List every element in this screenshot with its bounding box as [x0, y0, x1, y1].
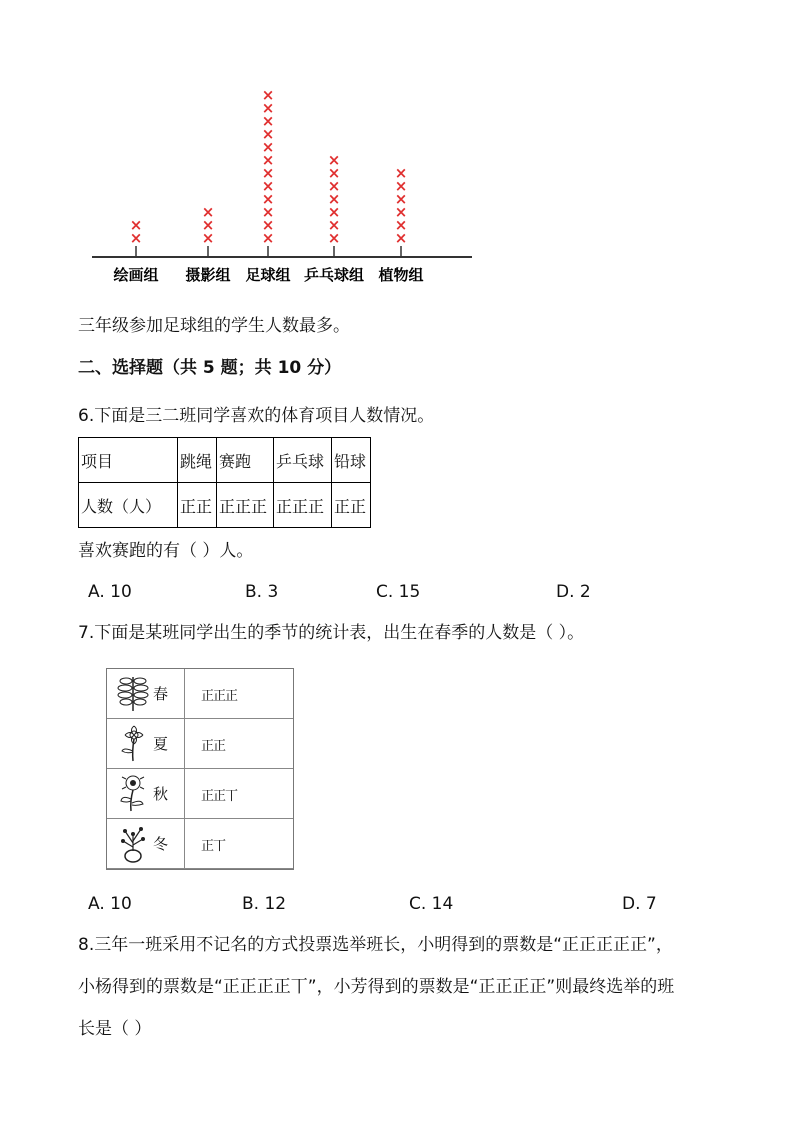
chart-mark: × — [261, 99, 275, 117]
chart-mark: × — [394, 229, 408, 247]
chart-mark: × — [394, 177, 408, 195]
autumn-flower-icon — [117, 773, 149, 817]
q6-text: 6.下面是三二班同学喜欢的体育项目人数情况。 — [78, 406, 435, 426]
chart-mark: × — [261, 190, 275, 208]
table-header-cell: 项目 — [79, 438, 178, 483]
table-row — [79, 483, 371, 528]
chart-mark: × — [327, 151, 341, 169]
table-row — [107, 669, 293, 719]
chart-mark: × — [327, 164, 341, 182]
chart-mark: × — [201, 229, 215, 247]
table-row — [107, 819, 293, 869]
table-row-label: 人数（人） — [79, 483, 178, 528]
chart-mark: × — [261, 138, 275, 156]
chart-mark: × — [129, 229, 143, 247]
q6-option-c[interactable]: C. 15 — [376, 582, 421, 602]
q6-option-b[interactable]: B. 3 — [245, 582, 279, 602]
chart-mark: × — [261, 112, 275, 130]
chart-category-label: 足球组 — [245, 266, 291, 284]
table-row — [107, 769, 293, 819]
chart-mark: × — [327, 203, 341, 221]
chart-mark: × — [394, 216, 408, 234]
chart-mark: × — [394, 190, 408, 208]
q7-text: 7.下面是某班同学出生的季节的统计表，出生在春季的人数是（ ）。 — [78, 623, 585, 643]
table-header-cell: 乒乓球 — [274, 438, 332, 483]
chart-mark: × — [261, 86, 275, 104]
sports-tally-table — [78, 437, 371, 528]
chart-mark: × — [394, 164, 408, 182]
section-title: 二、选择题（共 5 题；共 10 分） — [78, 358, 342, 378]
q8-line-2: 小杨得到的票数是“正正正正丅”，小芳得到的票数是“正正正正”则最终选举的班 — [78, 977, 675, 997]
season-tally: 正正正 — [201, 689, 238, 704]
chart-mark: × — [201, 216, 215, 234]
chart-mark: × — [261, 203, 275, 221]
season-tally: 正正 — [201, 739, 226, 754]
season-tally: 正正丅 — [201, 789, 238, 804]
winter-plant-icon — [117, 823, 149, 867]
chart-mark: × — [261, 216, 275, 234]
chart-mark: × — [261, 164, 275, 182]
table-cell: 正正正 — [274, 483, 332, 528]
summer-flower-icon — [117, 723, 149, 767]
q7-option-d[interactable]: D. 7 — [622, 894, 657, 914]
season-tally-table — [106, 668, 294, 870]
q7-option-c[interactable]: C. 14 — [409, 894, 454, 914]
tally-chart — [80, 80, 480, 290]
season-label: 冬 — [153, 835, 169, 853]
chart-mark: × — [327, 216, 341, 234]
season-label: 春 — [153, 685, 169, 703]
spring-flower-icon — [117, 673, 149, 717]
season-tally: 正丅 — [201, 839, 226, 854]
q6-option-a[interactable]: A. 10 — [88, 582, 132, 602]
table-cell: 正正 — [178, 483, 217, 528]
table-row — [79, 438, 371, 483]
table-cell: 正正正 — [217, 483, 274, 528]
table-row — [107, 719, 293, 769]
chart-mark: × — [327, 229, 341, 247]
chart-mark: × — [129, 216, 143, 234]
table-header-cell: 跳绳 — [178, 438, 217, 483]
q6-question: 喜欢赛跑的有（ ）人。 — [78, 541, 254, 561]
q7-option-a[interactable]: A. 10 — [88, 894, 132, 914]
chart-mark: × — [327, 177, 341, 195]
table-cell: 正正 — [332, 483, 371, 528]
chart-category-label: 植物组 — [378, 266, 424, 284]
chart-mark: × — [261, 125, 275, 143]
q8-line-3: 长是（ ） — [78, 1019, 152, 1039]
statement-text: 三年级参加足球组的学生人数最多。 — [78, 316, 350, 336]
q7-option-b[interactable]: B. 12 — [242, 894, 287, 914]
q8-line-1: 8.三年一班采用不记名的方式投票选举班长，小明得到的票数是“正正正正正”， — [78, 935, 673, 955]
chart-category-label: 摄影组 — [185, 266, 231, 284]
season-label: 夏 — [153, 735, 169, 753]
chart-mark: × — [394, 203, 408, 221]
chart-category-label: 乒乓球组 — [303, 266, 365, 284]
chart-mark: × — [261, 151, 275, 169]
chart-mark: × — [261, 229, 275, 247]
chart-category-label: 绘画组 — [113, 266, 159, 284]
chart-mark: × — [201, 203, 215, 221]
q6-option-d[interactable]: D. 2 — [556, 582, 591, 602]
table-divider — [184, 669, 185, 869]
table-header-cell: 赛跑 — [217, 438, 274, 483]
chart-mark: × — [327, 190, 341, 208]
table-header-cell: 铅球 — [332, 438, 371, 483]
chart-mark: × — [261, 177, 275, 195]
season-label: 秋 — [153, 785, 169, 803]
